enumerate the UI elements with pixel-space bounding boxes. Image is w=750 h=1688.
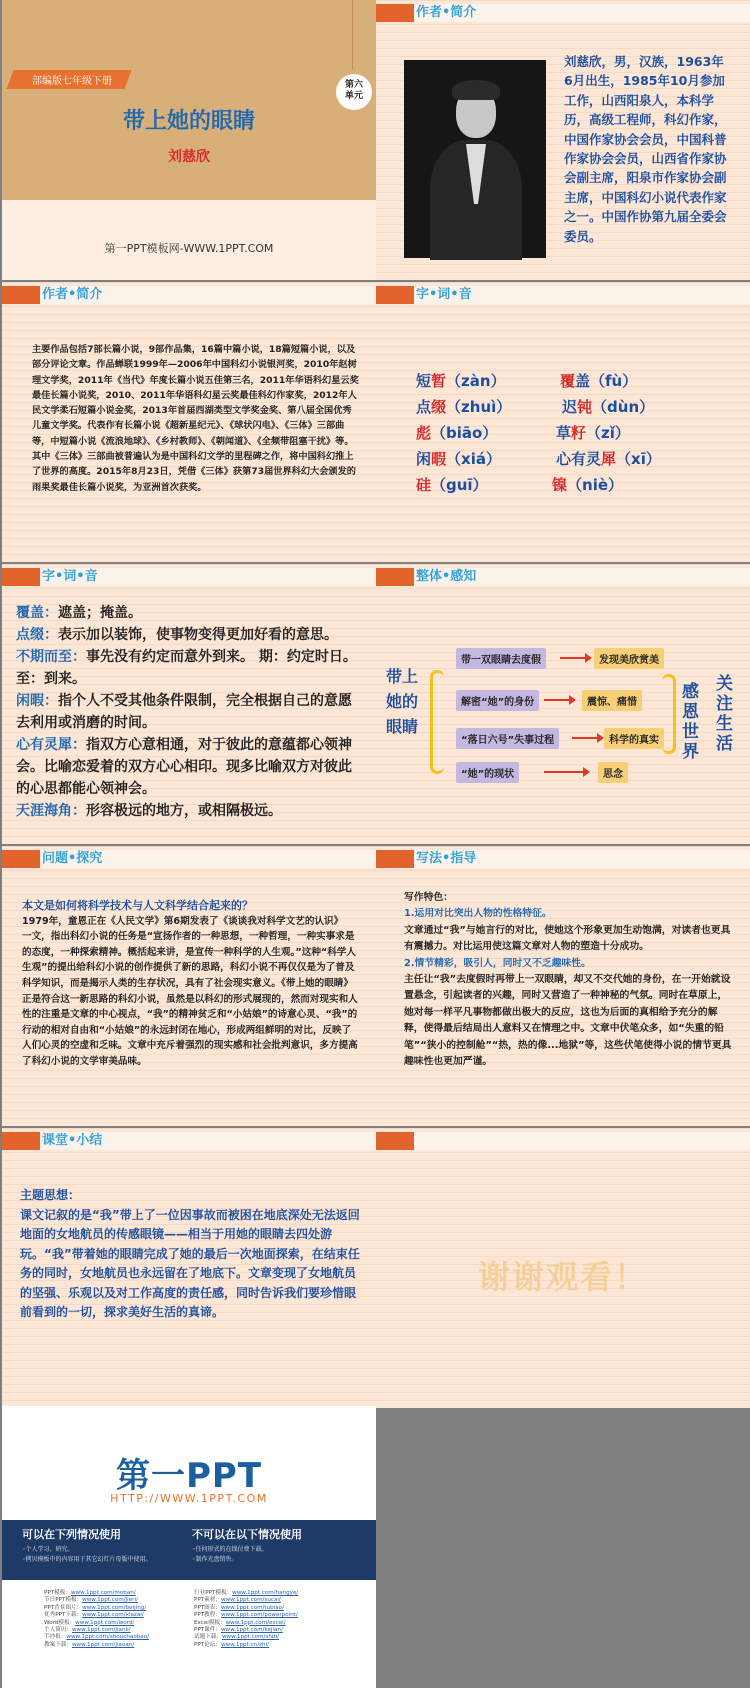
- mindmap-node: 解密“她”的身份: [456, 690, 539, 711]
- link-row[interactable]: 手抄报：www.1ppt.com/shouchaobao/: [44, 1634, 150, 1641]
- mindmap-theme: 关注生活: [716, 674, 733, 754]
- definition-list: [16, 602, 362, 822]
- mindmap-node: 带一双眼睛去度假: [456, 648, 546, 669]
- arrow-icon: [560, 657, 586, 659]
- right-brace: [662, 674, 676, 754]
- link-row[interactable]: PPT素材：www.1ppt.com/sucai/: [194, 1597, 281, 1604]
- slide-summary[interactable]: [2, 1128, 376, 1408]
- slide-writing[interactable]: [376, 846, 750, 1126]
- mindmap-result: 思念: [598, 762, 628, 783]
- definition-item: 覆盖：遮盖；掩盖。: [16, 605, 142, 621]
- link-row[interactable]: PPT课件：www.1ppt.com/kejian/: [194, 1627, 283, 1634]
- slide-header: 字•词•音: [2, 564, 376, 586]
- link-list-right: [194, 1590, 298, 1649]
- definition-item: 不期而至：事先没有约定而意外到来。 期：约定时日。 至：到来。: [16, 649, 357, 687]
- slide-header: 课堂•小结: [2, 1128, 376, 1150]
- slide-header: 整体•感知: [376, 564, 750, 586]
- link-row[interactable]: 试题下载：www.1ppt.com/shiti/: [194, 1634, 280, 1641]
- slide-thanks[interactable]: [376, 1128, 750, 1408]
- definition-item: 闲暇：指个人不受其他条件限制，完全根据自己的意愿去利用或消磨的时间。: [16, 693, 352, 731]
- pron-item: 覆盖（fù）: [560, 372, 638, 390]
- mindmap-node: “落日六号”失事过程: [456, 728, 559, 749]
- link-row[interactable]: 教案下载：www.1ppt.com/jiaoan/: [44, 1641, 135, 1648]
- cover-band: [2, 0, 376, 200]
- pron-item: 心有灵犀（xī）: [556, 450, 661, 468]
- link-row[interactable]: PPT图表：www.1ppt.com/tubiao/: [194, 1604, 284, 1611]
- site-credit: 第一PPT模板网-WWW.1PPT.COM: [104, 242, 274, 255]
- pron-item: 镍（niè）: [552, 476, 624, 494]
- slide-cover[interactable]: [2, 0, 376, 280]
- mindmap-node: “她”的现状: [456, 762, 519, 783]
- unit-badge: 第六 单元: [336, 74, 372, 110]
- left-brace: [430, 670, 444, 774]
- lesson-author: 刘慈欣: [168, 149, 210, 165]
- slide-header: [376, 1128, 750, 1150]
- lesson-title: 带上她的眼睛: [122, 109, 255, 134]
- mindmap-result: 发现美欣赏美: [594, 648, 664, 669]
- answer-para: 1979年，童恩正在《人民文学》第6期发表了《谈谈我对科学文艺的认识》: [22, 915, 344, 927]
- link-row[interactable]: Excel模板：www.1ppt.com/excel/: [194, 1619, 286, 1626]
- pron-item: 短暂（zàn）: [416, 372, 506, 390]
- link-list-left: [44, 1590, 149, 1649]
- author-bio: 刘慈欣，男，汉族，1963年6月出生，1985年10月参加工作，山西阳泉人，本科学历，高级工程师，科幻作家，中国作家协会会员，中国科普作家协会会员，山西省作家协会副主席，阳泉市作家协会副主席，中国科幻小说代表作家之一。中国作协第九届全委会委员。: [564, 54, 727, 244]
- slide-header: 问题•探究: [2, 846, 376, 868]
- slide-header: 写法•指导: [376, 846, 750, 868]
- arrow-icon: [544, 771, 584, 773]
- usage-panel: 可以在下列情况使用 ◦个人学习、研究。 ◦拷贝模板中的内容用于其它幻灯片母版中使用。 不可以在以下情况使用 ◦任何形式的在线付费下载。 ◦制作光盘销售。: [2, 1520, 376, 1580]
- link-row[interactable]: PPT背景图片：www.1ppt.com/beijing/: [44, 1604, 147, 1611]
- link-row[interactable]: 个人简历：www.1ppt.com/jianli/: [44, 1627, 131, 1634]
- question: 本文是如何将科学技术与人文科学结合起来的？: [22, 899, 253, 912]
- link-row[interactable]: Word模板：www.1ppt.com/word/: [44, 1619, 135, 1626]
- slide-header: 作者•简介: [376, 0, 750, 22]
- slide-works[interactable]: [2, 282, 376, 562]
- pron-item: 硅（guī）: [416, 476, 488, 494]
- link-row[interactable]: 优秀PPT下载：www.1ppt.com/xiazai/: [44, 1612, 144, 1619]
- summary-text: 主题思想： 课文记叙的是“我”带上了一位因事故而被困在地底深处无法返回地面的女地航员的传感眼镜——相当于用她的眼睛去四处游玩。“我”带着她的眼睛完成了她的最后一次地面探索，在结束任务的同时，女地航员也永远留在了地底下。文章变现了女地航员的坚强、乐观以及对工作高度的责任感，同时告诉我们要珍惜眼前看到的一切，探求美好生活的真谛。: [20, 1188, 360, 1319]
- writing-text: 写作特色： 1.运用对比突出人物的性格特征。 文章通过“我”与她言行的对比，使她这个形象更加生动饱满，对读者也更具有震撼力。对比运用使这篇文章对人物的塑造十分成功。 2.情节精彩，吸引人，同时又不乏趣味性。 主任让“我”去度假时再带上一双眼睛，却又不交代她的身份，在一开始就设置悬念，引起读者的兴趣，同时又营造了一种神秘的气氛。同时在草原上，她对每一样平凡事物都做出极大的反应，这也为后面的真相给予充分的解释，使得最后结局出人意料又在情理之中。文章中伏笔众多，如“失重的铅笔”“狭小的控制舱”“热，热的像...地狱”等，这些伏笔使得小说的情节更具趣味性也更加严谨。: [404, 892, 732, 1068]
- cover-rule: [352, 0, 353, 70]
- pron-item: 点缀（zhuì）: [416, 398, 512, 416]
- mindmap-theme: 感恩世界: [682, 682, 699, 762]
- slide-header: 字•词•音: [376, 282, 750, 304]
- pron-item: 草籽（zǐ）: [556, 424, 630, 442]
- definition-item: 点缀：表示加以装饰，使事物变得更加好看的意思。: [16, 627, 338, 643]
- author-photo: [404, 60, 546, 258]
- slide-overview[interactable]: [376, 564, 750, 844]
- mindmap-result: 科学的真实: [604, 728, 664, 749]
- definition-item: 天涯海角：形容极远的地方，或相隔极远。: [16, 803, 282, 819]
- answer-para: 一文，指出科幻小说的任务是“宣扬作者的一种思想，一种哲理，一种实事求是的态度，一种探索精神。概括起来讲，是宣传一种科学的人生观。”这种“科学人生观”的提出给科幻小说的创作提供了新的思路，科幻小说不再仅仅是为了普及科学知识，而是揭示人类的生存状况，具有了社会现实意义。《带上她的眼睛》正是符合这一新思路的科幻小说，虽然是以科幻的形式展现的，然而对现实和人性的注重是文章的中心视点，“我”的精神贫乏和“小姑娘”的诗意心灵、“我”的行动的相对自由和“小姑娘”的永远封闭在地心，形成两组鲜明的对比，反映了人们心灵的空虚和乏味。文章中充斥着强烈的现实感和社会批判意识，多方提高了科幻小说的文学审美品味。: [22, 931, 358, 1067]
- definition-item: 心有灵犀：指双方心意相通，对于彼此的意蕴都心领神会。比喻恋爱着的双方心心相印。现多比喻双方对彼此的心思都能心领神会。: [16, 737, 352, 797]
- explore-text: [22, 898, 358, 1070]
- slide-author-intro[interactable]: [376, 0, 750, 280]
- link-row[interactable]: PPT论坛：www.1ppt.cn/zhi/: [194, 1641, 269, 1648]
- pron-item: 彪（biāo）: [416, 424, 498, 442]
- grade-tag: 部编版七年级下册: [7, 70, 132, 89]
- link-row[interactable]: 行业PPT模板：www.1ppt.com/hangye/: [194, 1590, 299, 1596]
- link-row[interactable]: PPT教程：www.1ppt.com/powerpoint/: [194, 1612, 298, 1619]
- link-row[interactable]: PPT模板：www.1ppt.com/moban/: [44, 1590, 136, 1596]
- thanks-text: 谢谢观看！: [477, 1258, 648, 1296]
- arrow-icon: [572, 737, 598, 739]
- arrow-icon: [544, 699, 570, 701]
- mindmap-root: 带上她的眼睛: [385, 667, 418, 736]
- slide-license[interactable]: [2, 1406, 376, 1688]
- pron-item: 闲暇（xiá）: [416, 450, 501, 468]
- mindmap-result: 震惊、痛惜: [582, 690, 642, 711]
- slide-definitions[interactable]: [2, 564, 376, 844]
- brand-url[interactable]: HTTP://WWW.1PPT.COM: [110, 1492, 268, 1505]
- brand-logo: 第一PPT: [115, 1456, 263, 1496]
- slide-header: 作者•简介: [2, 282, 376, 304]
- link-row[interactable]: 节日PPT模板：www.1ppt.com/jieri/: [44, 1597, 138, 1604]
- pron-item: 迟钝（dùn）: [562, 398, 655, 416]
- slide-explore[interactable]: [2, 846, 376, 1126]
- works-text: 主要作品包括7部长篇小说，9部作品集，16篇中篇小说，18篇短篇小说，以及部分评论文章。作品蝉联1999年—2006年中国科幻小说银河奖，2010年赵树理文学奖，2011年《当代》年度长篇小说五佳第三名，2011年华语科幻星云奖最佳长篇小说奖，2010、2011年华语科幻星云奖最佳科幻作家奖，2012年人民文学柔石短篇小说金奖，2013年首届西湖类型文学奖金奖、第八届全国优秀儿童文学奖。代表作有长篇小说《超新星纪元》、《球状闪电》、《三体》三部曲等，中短篇小说《流浪地球》、《乡村教师》、《朝闻道》、《全频带阻塞干扰》等。其中《三体》三部曲被普遍认为是中国科幻文学的里程碑之作，将中国科幻推上了世界的高度。2015年8月23日，凭借《三体》获第73届世界科幻大会颁发的雨果奖最佳长篇小说奖，为亚洲首次获奖。: [32, 344, 359, 493]
- slide-pronunciation[interactable]: [376, 282, 750, 562]
